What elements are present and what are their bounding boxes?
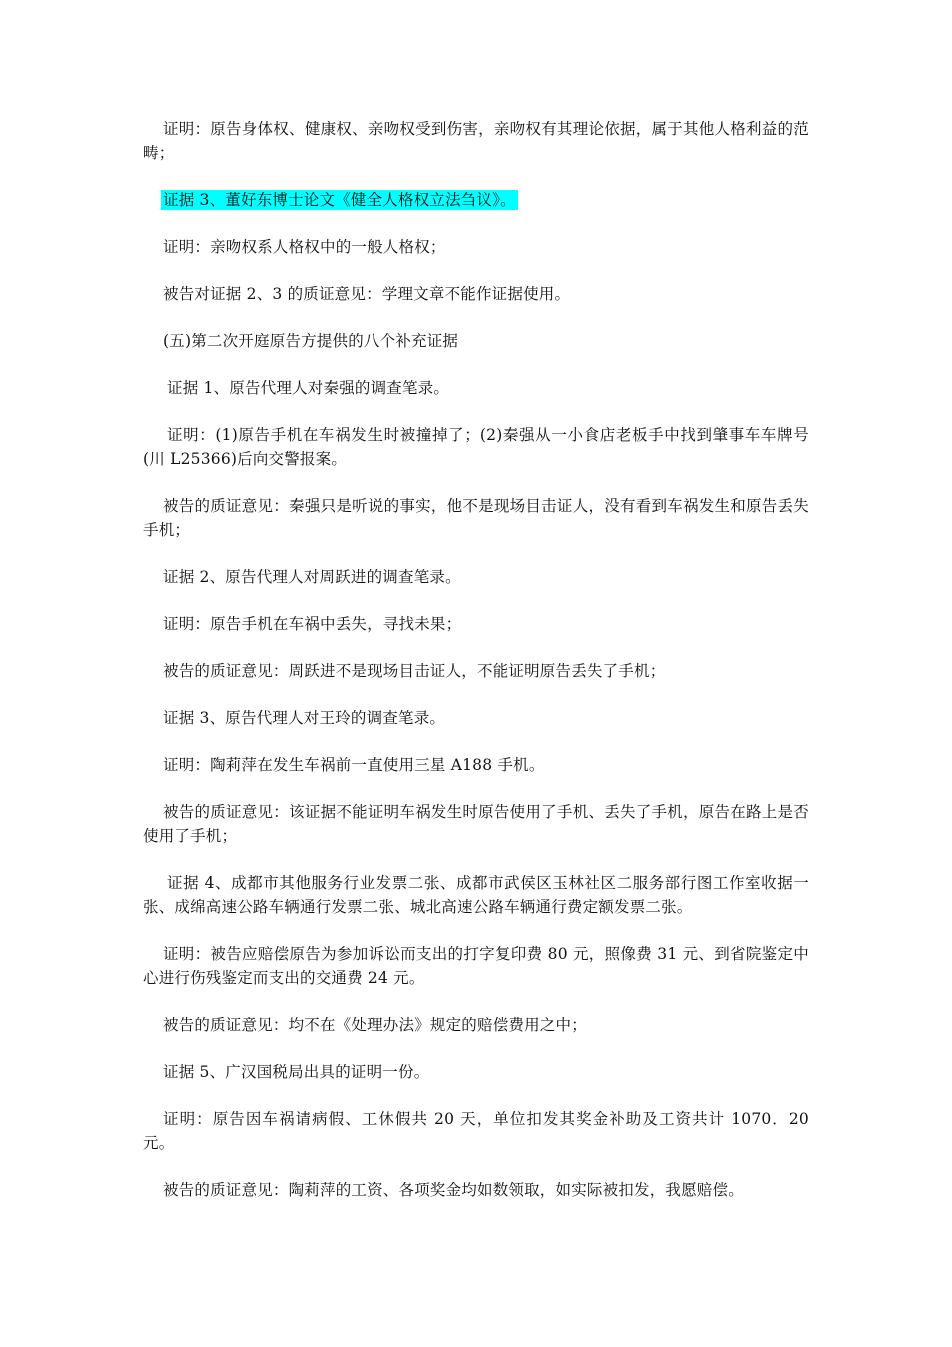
paragraph-19: 证明：原告因车祸请病假、工休假共 20 天，单位扣发其奖金补助及工资共计 1070．20 元。 bbox=[143, 1110, 809, 1152]
paragraph-18: 证据 5、广汉国税局出具的证明一份。 bbox=[163, 1063, 430, 1081]
highlighted-text: 证据 3、董好东博士论文《健全人格权立法刍议》。 bbox=[163, 191, 516, 209]
paragraph-11: 被告的质证意见：周跃进不是现场目击证人，不能证明原告丢失了手机； bbox=[163, 662, 666, 680]
paragraph-6: 证据 1、原告代理人对秦强的调查笔录。 bbox=[167, 379, 450, 397]
paragraph-17: 被告的质证意见：均不在《处理办法》规定的赔偿费用之中； bbox=[163, 1016, 587, 1034]
paragraph-3: 证明：亲吻权系人格权中的一般人格权； bbox=[163, 238, 446, 256]
paragraph-13: 证明：陶莉萍在发生车祸前一直使用三星 A188 手机。 bbox=[163, 756, 545, 774]
paragraph-1: 证明：原告身体权、健康权、亲吻权受到伤害，亲吻权有其理论依据，属于其他人格利益的范畴； bbox=[143, 120, 809, 162]
paragraph-16: 证明：被告应赔偿原告为参加诉讼而支出的打字复印费 80 元，照像费 31 元、到省院鉴定中心进行伤残鉴定而支出的交通费 24 元。 bbox=[143, 945, 809, 987]
paragraph-12: 证据 3、原告代理人对王玲的调查笔录。 bbox=[163, 709, 446, 727]
paragraph-8: 被告的质证意见：秦强只是听说的事实，他不是现场目击证人，没有看到车祸发生和原告丢失手机； bbox=[143, 497, 809, 539]
paragraph-9: 证据 2、原告代理人对周跃进的调查笔录。 bbox=[163, 568, 461, 586]
paragraph-14: 被告的质证意见：该证据不能证明车祸发生时原告使用了手机、丢失了手机，原告在路上是否使用了手机； bbox=[143, 803, 809, 845]
paragraph-20: 被告的质证意见：陶莉萍的工资、各项奖金均如数领取，如实际被扣发，我愿赔偿。 bbox=[163, 1181, 744, 1199]
document-body bbox=[143, 117, 809, 1225]
paragraph-2-highlighted bbox=[143, 188, 809, 212]
paragraph-15: 证据 4、成都市其他服务行业发票二张、成都市武侯区玉林社区二服务部行图工作室收据一张、成绵高速公路车辆通行发票二张、城北高速公路车辆通行费定额发票二张。 bbox=[143, 874, 809, 916]
paragraph-10: 证明：原告手机在车祸中丢失，寻找未果； bbox=[163, 615, 462, 633]
paragraph-4: 被告对证据 2、3 的质证意见：学理文章不能作证据使用。 bbox=[163, 285, 571, 303]
paragraph-7: 证明：(1)原告手机在车祸发生时被撞掉了；(2)秦强从一小食店老板手中找到肇事车车牌号(川 L25366)后向交警报案。 bbox=[143, 426, 809, 468]
paragraph-5-section-heading: (五)第二次开庭原告方提供的八个补充证据 bbox=[163, 332, 459, 350]
